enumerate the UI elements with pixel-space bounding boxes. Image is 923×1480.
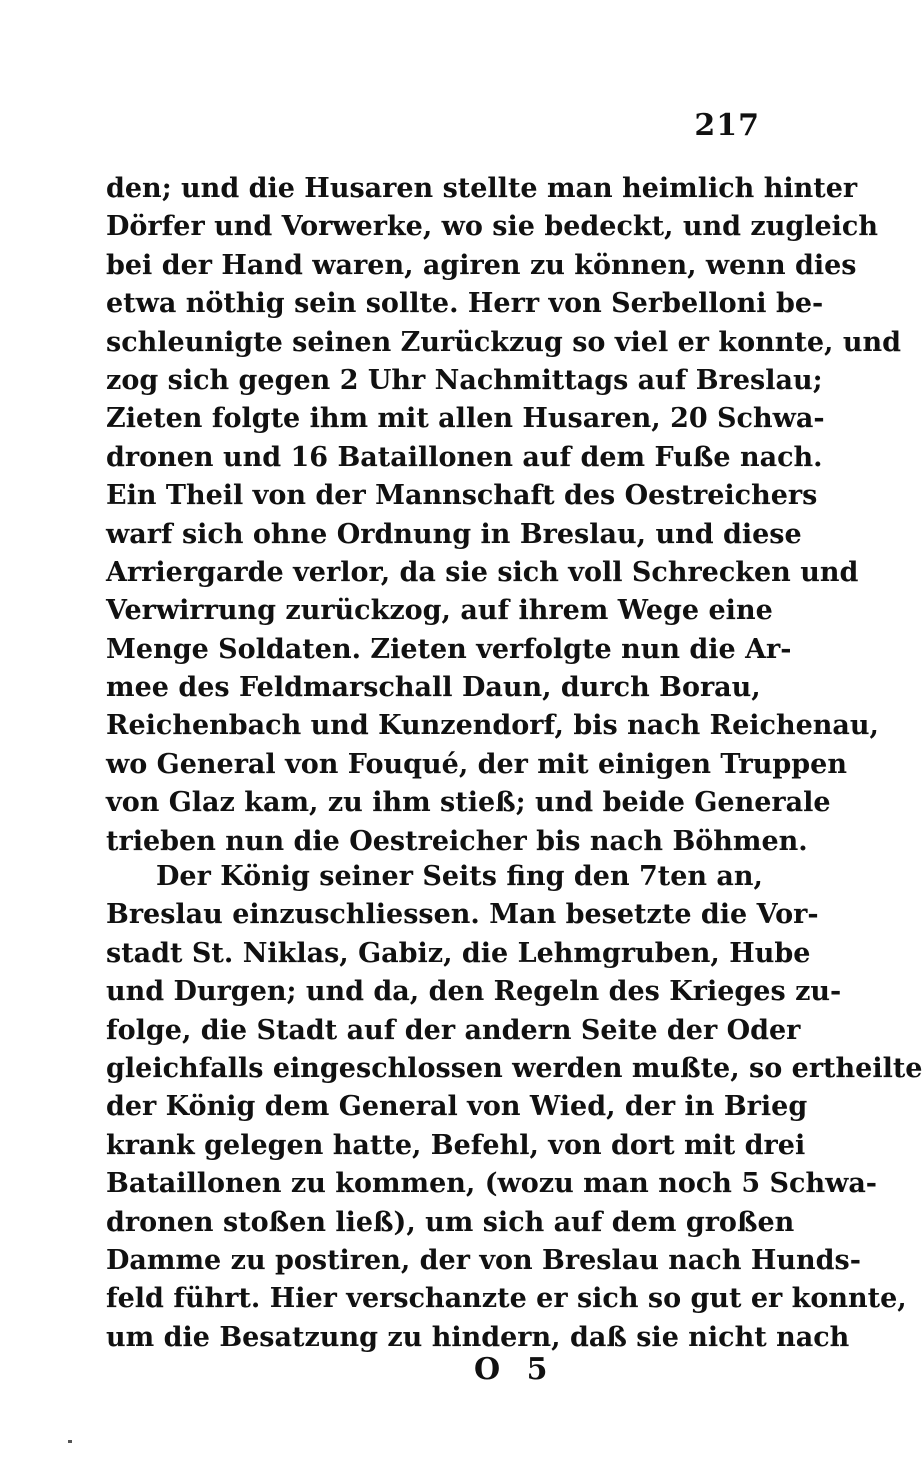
text-line: warf sich ohne Ordnung in Breslau, und diese bbox=[106, 518, 802, 550]
text-line: Ein Theil von der Mannschaft des Oestreichers bbox=[106, 480, 818, 512]
speck-mark bbox=[68, 1440, 72, 1443]
text-line: Bataillonen zu kommen, (wozu man noch 5 Schwa- bbox=[106, 1168, 878, 1200]
text-line: wo General von Fouqué, der mit einigen Truppen bbox=[106, 748, 847, 780]
page-number: 217 bbox=[694, 108, 760, 143]
text-line: dronen stoßen ließ), um sich auf dem großen bbox=[106, 1206, 795, 1238]
text-line: dronen und 16 Bataillonen auf dem Fuße nach. bbox=[106, 441, 823, 473]
text-line: mee des Feldmarschall Daun, durch Borau, bbox=[106, 672, 761, 704]
text-line: schleunigte seinen Zurückzug so viel er konnte, und bbox=[106, 326, 901, 358]
text-line: von Glaz kam, zu ihm stieß; und beide Generale bbox=[106, 787, 831, 819]
text-line: Der König seiner Seits fing den 7ten an, bbox=[156, 861, 763, 892]
text-line: Zieten folgte ihm mit allen Husaren, 20 Schwa- bbox=[106, 403, 825, 435]
text-line: stadt St. Niklas, Gabiz, die Lehmgruben, Hube bbox=[106, 937, 811, 969]
text-line: Damme zu postiren, der von Breslau nach Hunds- bbox=[106, 1244, 861, 1276]
text-line: Breslau einzuschliessen. Man besetzte die Vor- bbox=[106, 899, 819, 931]
paragraph bbox=[106, 170, 901, 861]
text-line: den; und die Husaren stellte man heimlich hinter bbox=[106, 173, 858, 204]
text-line: trieben nun die Oestreicher bis nach Böhmen. bbox=[106, 825, 808, 857]
text-line: Reichenbach und Kunzendorf, bis nach Reichenau, bbox=[106, 710, 879, 742]
text-line: etwa nöthig sein sollte. Herr von Serbelloni be- bbox=[106, 288, 824, 320]
text-line: zog sich gegen 2 Uhr Nachmittags auf Breslau; bbox=[106, 364, 823, 396]
text-line: der König dem General von Wied, der in Brieg bbox=[106, 1091, 808, 1123]
text-line: bei der Hand waren, agiren zu können, wenn dies bbox=[106, 249, 857, 281]
text-line: Verwirrung zurückzog, auf ihrem Wege eine bbox=[106, 595, 773, 627]
text-line: Arriergarde verlor, da sie sich voll Schrecken und bbox=[106, 556, 859, 588]
signature-mark: O 5 bbox=[474, 1352, 556, 1387]
text-line: folge, die Stadt auf der andern Seite der Oder bbox=[106, 1014, 801, 1046]
text-line: Menge Soldaten. Zieten verfolgte nun die Ar- bbox=[106, 633, 792, 665]
text-line: Dörfer und Vorwerke, wo sie bedeckt, und zugleich bbox=[106, 211, 879, 243]
paragraph bbox=[106, 858, 923, 1357]
text-line: um die Besatzung zu hindern, daß sie nicht nach bbox=[106, 1321, 850, 1353]
text-line: und Durgen; und da, den Regeln des Krieges zu- bbox=[106, 976, 842, 1008]
text-line: feld führt. Hier verschanzte er sich so gut er konnte, bbox=[106, 1283, 907, 1315]
text-line: krank gelegen hatte, Befehl, von dort mit drei bbox=[106, 1129, 806, 1161]
text-line: gleichfalls eingeschlossen werden mußte, so ertheilte bbox=[106, 1052, 923, 1084]
